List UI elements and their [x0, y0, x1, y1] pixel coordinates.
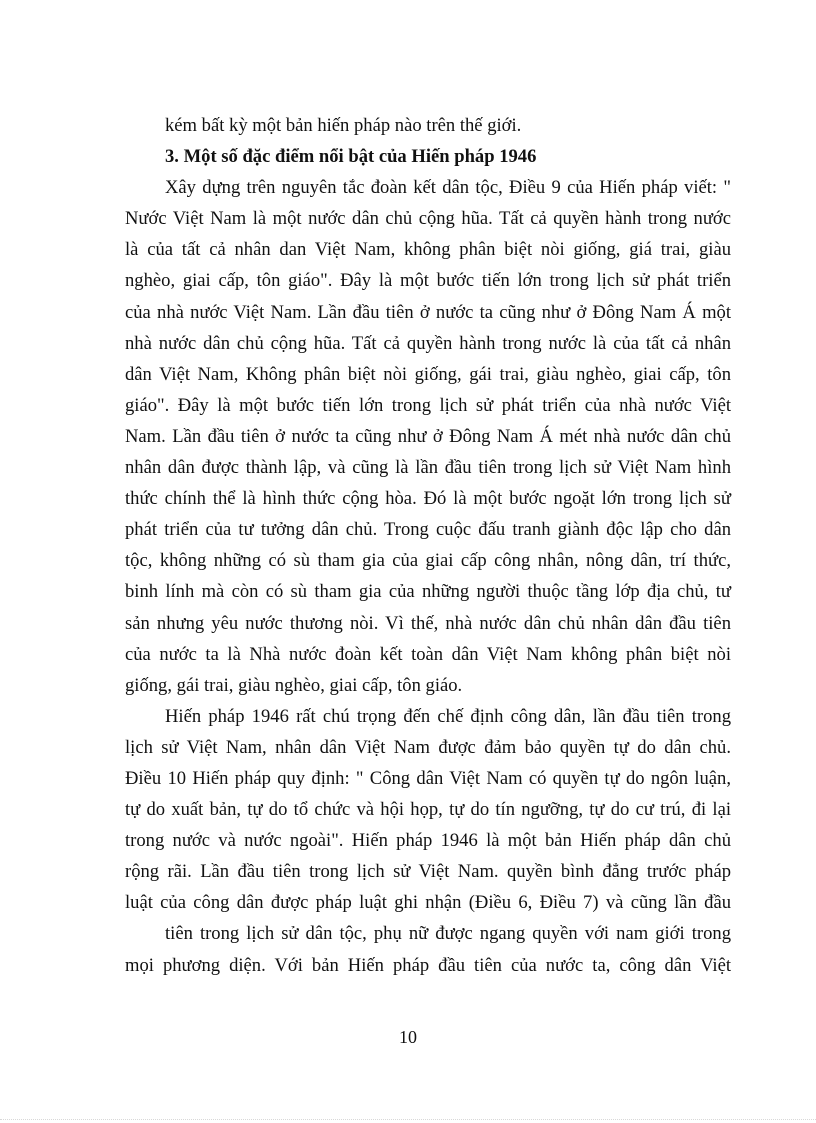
- text-line: giáo". Đây là một bước tiến lớn trong lịch sử phát triển của nhà nước Việt: [125, 394, 731, 416]
- text-line: tiên trong lịch sử dân tộc, phụ nữ được ngang quyền với nam giới trong: [165, 923, 731, 945]
- text-line: Nước Việt Nam là một nước dân chủ cộng hũa. Tất cả quyền hành trong nước: [125, 208, 731, 230]
- section-heading: 3. Một số đặc điểm nổi bật của Hiến pháp 1946: [165, 146, 537, 168]
- text-line: trong nước và nước ngoài". Hiến pháp 1946 là một bản Hiến pháp dân chủ: [125, 830, 731, 852]
- document-body: [125, 110, 731, 981]
- text-line: nghèo, giai cấp, tôn giáo". Đây là một bước tiến lớn trong lịch sử phát triển: [125, 270, 731, 292]
- text-line: nhân dân được thành lập, và cũng là lần đầu tiên trong lịch sử Việt Nam hình: [125, 457, 731, 479]
- text-line: tự do xuất bản, tự do tổ chức và hội họp, tự do tín ngưỡng, tự do cư trú, đi lại: [125, 799, 731, 821]
- text-line: của nhà nước Việt Nam. Lần đầu tiên ở nước ta cũng như ở Đông Nam Á một: [125, 301, 731, 323]
- text-line: phát triển của tư tưởng dân chủ. Trong cuộc đấu tranh giành độc lập cho dân: [125, 519, 731, 541]
- page-edge-divider: [0, 1119, 816, 1120]
- text-line: Nam. Lần đầu tiên ở nước ta cũng như ở Đông Nam Á mét nhà nước dân chủ: [125, 425, 731, 447]
- text-line: Xây dựng trên nguyên tắc đoàn kết dân tộc, Điều 9 của Hiến pháp viết: ": [165, 177, 731, 199]
- text-line: giống, gái trai, giàu nghèo, giai cấp, tôn giáo.: [125, 674, 463, 696]
- text-line: Hiến pháp 1946 rất chú trọng đến chế định công dân, lần đầu tiên trong: [165, 705, 731, 727]
- text-line: thức chính thể là hình thức cộng hòa. Đó là một bước ngoặt lớn trong lịch sử: [125, 488, 731, 510]
- text-line: kém bất kỳ một bản hiến pháp nào trên thế giới.: [165, 115, 522, 136]
- text-line: rộng rãi. Lần đầu tiên trong lịch sử Việt Nam. quyền bình đẳng trước pháp: [125, 861, 731, 883]
- text-line: mọi phương diện. Với bản Hiến pháp đầu tiên của nước ta, công dân Việt: [125, 954, 731, 976]
- page-number: 10: [399, 1027, 417, 1047]
- text-line: nhà nước dân chủ cộng hũa. Tất cả quyền hành trong nước là của tất cả nhân: [125, 332, 731, 354]
- text-line: dân Việt Nam, Không phân biệt nòi giống, gái trai, giàu nghèo, giai cấp, tôn: [125, 363, 731, 385]
- text-line: là của tất cả nhân dan Việt Nam, không phân biệt nòi giống, giá trai, giàu: [125, 239, 731, 261]
- text-line: binh lính mà còn có sù tham gia của những người thuộc tầng lớp địa chủ, tư: [125, 581, 731, 603]
- text-line: luật của công dân được pháp luật ghi nhận (Điều 6, Điều 7) và cũng lần đầu: [125, 892, 731, 914]
- text-line: lịch sử Việt Nam, nhân dân Việt Nam được đảm bảo quyền tự do dân chủ.: [125, 736, 731, 758]
- text-line: sản nhưng yêu nước thương nòi. Vì thế, nhà nước dân chủ nhân dân đầu tiên: [125, 612, 731, 634]
- text-line: của nước ta là Nhà nước đoàn kết toàn dân Việt Nam không phân biệt nòi: [125, 643, 731, 665]
- text-line: tộc, không những có sù tham gia của giai cấp công nhân, nông dân, trí thức,: [125, 550, 731, 572]
- text-line: Điều 10 Hiến pháp quy định: " Công dân Việt Nam có quyền tự do ngôn luận,: [125, 767, 731, 789]
